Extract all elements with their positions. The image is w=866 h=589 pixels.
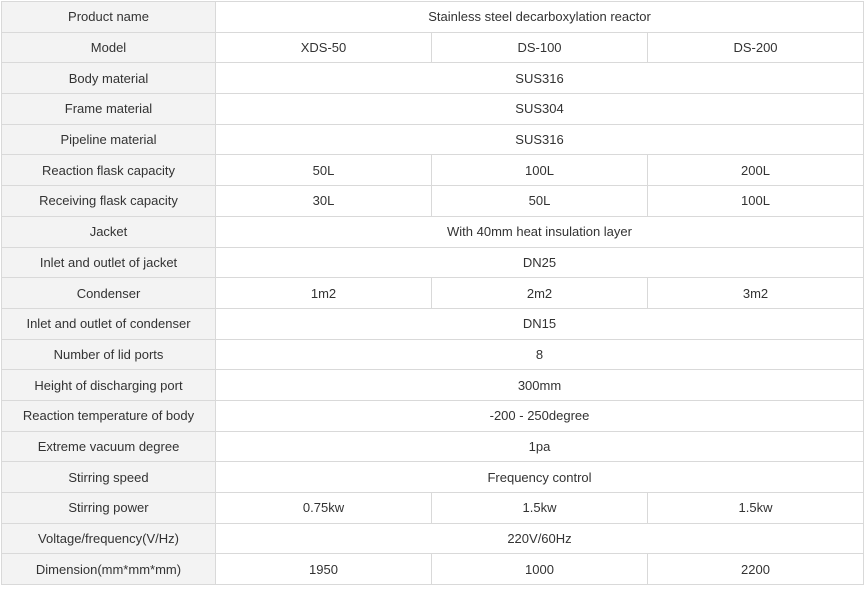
- row-label: Voltage/frequency(V/Hz): [2, 523, 216, 554]
- table-row: [2, 339, 864, 370]
- row-value-model-2: 1000: [432, 554, 648, 585]
- row-value-model-2: 2m2: [432, 278, 648, 309]
- row-value-model-1: 30L: [216, 186, 432, 217]
- row-value-all-models: Frequency control: [216, 462, 864, 493]
- row-label: Jacket: [2, 216, 216, 247]
- row-value-all-models: With 40mm heat insulation layer: [216, 216, 864, 247]
- table-row: [2, 554, 864, 585]
- row-value-all-models: Stainless steel decarboxylation reactor: [216, 2, 864, 33]
- row-label: Reaction flask capacity: [2, 155, 216, 186]
- row-value-model-3: DS-200: [648, 32, 864, 63]
- table-row: [2, 124, 864, 155]
- row-value-all-models: SUS316: [216, 124, 864, 155]
- table-row: [2, 2, 864, 33]
- row-label: Stirring power: [2, 493, 216, 524]
- row-value-model-2: 1.5kw: [432, 493, 648, 524]
- row-value-model-1: 0.75kw: [216, 493, 432, 524]
- table-row: [2, 493, 864, 524]
- table-row: [2, 186, 864, 217]
- table-row: [2, 370, 864, 401]
- row-label: Model: [2, 32, 216, 63]
- table-row: [2, 462, 864, 493]
- row-value-model-1: 1950: [216, 554, 432, 585]
- table-row: [2, 247, 864, 278]
- row-value-model-2: 50L: [432, 186, 648, 217]
- row-value-model-3: 3m2: [648, 278, 864, 309]
- row-label: Body material: [2, 63, 216, 94]
- table-row: [2, 32, 864, 63]
- row-label: Height of discharging port: [2, 370, 216, 401]
- row-label: Reaction temperature of body: [2, 400, 216, 431]
- spec-table-body: [2, 2, 864, 585]
- row-value-all-models: 220V/60Hz: [216, 523, 864, 554]
- row-label: Frame material: [2, 94, 216, 125]
- row-label: Inlet and outlet of jacket: [2, 247, 216, 278]
- row-label: Condenser: [2, 278, 216, 309]
- row-value-all-models: 8: [216, 339, 864, 370]
- row-label: Extreme vacuum degree: [2, 431, 216, 462]
- table-row: [2, 155, 864, 186]
- row-value-model-2: 100L: [432, 155, 648, 186]
- row-label: Product name: [2, 2, 216, 33]
- table-row: [2, 431, 864, 462]
- row-value-all-models: -200 - 250degree: [216, 400, 864, 431]
- table-row: [2, 63, 864, 94]
- row-label: Pipeline material: [2, 124, 216, 155]
- table-row: [2, 523, 864, 554]
- row-value-model-1: 50L: [216, 155, 432, 186]
- row-label: Receiving flask capacity: [2, 186, 216, 217]
- row-label: Stirring speed: [2, 462, 216, 493]
- row-value-model-3: 100L: [648, 186, 864, 217]
- row-label: Number of lid ports: [2, 339, 216, 370]
- table-row: [2, 308, 864, 339]
- row-value-model-2: DS-100: [432, 32, 648, 63]
- row-value-model-3: 2200: [648, 554, 864, 585]
- table-row: [2, 400, 864, 431]
- row-value-model-3: 200L: [648, 155, 864, 186]
- row-label: Inlet and outlet of condenser: [2, 308, 216, 339]
- row-value-all-models: SUS316: [216, 63, 864, 94]
- spec-table: [1, 1, 864, 585]
- row-value-model-1: 1m2: [216, 278, 432, 309]
- table-row: [2, 278, 864, 309]
- table-row: [2, 216, 864, 247]
- row-value-all-models: 300mm: [216, 370, 864, 401]
- row-value-all-models: 1pa: [216, 431, 864, 462]
- table-row: [2, 94, 864, 125]
- row-label: Dimension(mm*mm*mm): [2, 554, 216, 585]
- row-value-all-models: DN15: [216, 308, 864, 339]
- row-value-model-3: 1.5kw: [648, 493, 864, 524]
- row-value-model-1: XDS-50: [216, 32, 432, 63]
- row-value-all-models: SUS304: [216, 94, 864, 125]
- row-value-all-models: DN25: [216, 247, 864, 278]
